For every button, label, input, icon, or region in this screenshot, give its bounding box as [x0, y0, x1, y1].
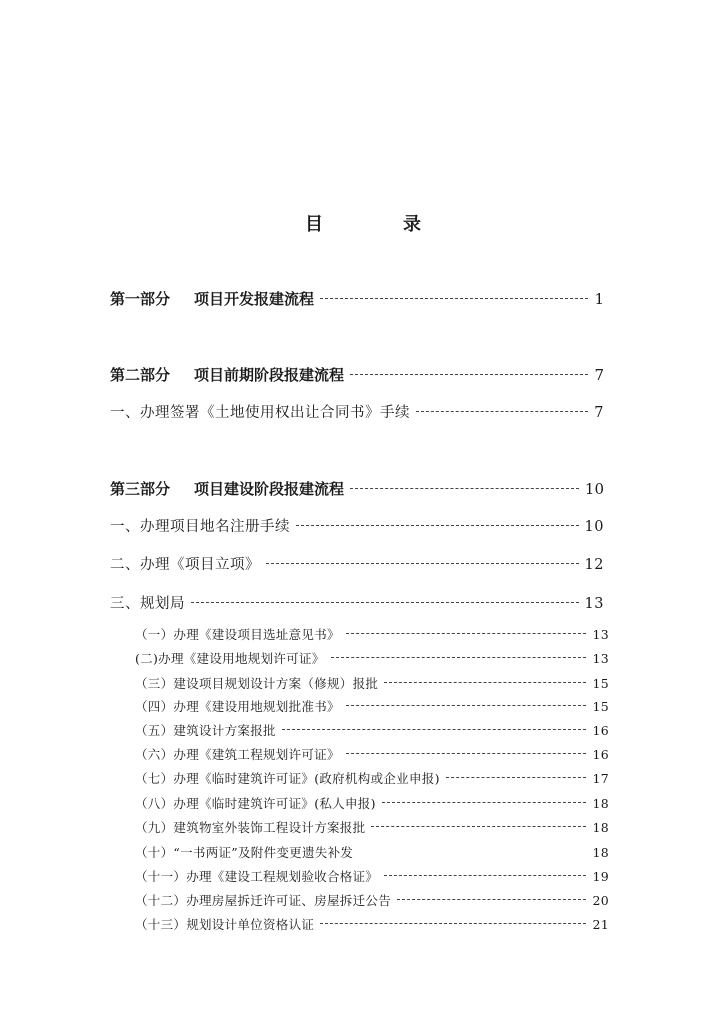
- page-number: 15: [592, 676, 609, 691]
- toc-subentry[interactable]: [135, 745, 609, 763]
- toc-title-char-2: 录: [403, 214, 421, 235]
- entry-label: 一、办理签署《土地使用权出让合同书》手续: [110, 405, 410, 421]
- toc-entry[interactable]: [110, 553, 604, 574]
- toc-part-3[interactable]: [110, 478, 604, 499]
- page-number: 18: [592, 796, 609, 811]
- page-number: 12: [584, 557, 604, 573]
- toc-subentry[interactable]: [135, 794, 609, 812]
- dot-leader: [266, 563, 579, 564]
- toc-entry[interactable]: [110, 515, 604, 536]
- page-number: 13: [592, 651, 609, 666]
- dot-leader: [282, 729, 587, 730]
- dot-leader: [384, 875, 586, 876]
- toc-subentry[interactable]: [135, 721, 609, 739]
- entry-label: （三）建设项目规划设计方案（修规）报批: [135, 676, 379, 691]
- entry-label: （一）办理《建设项目选址意见书》: [135, 627, 340, 642]
- toc-subentry[interactable]: [135, 915, 609, 933]
- toc-entry[interactable]: [110, 401, 604, 422]
- entry-label: （十二）办理房屋拆迁许可证、房屋拆迁公告: [135, 893, 392, 908]
- page-number: 20: [592, 893, 609, 908]
- page-number: 7: [594, 366, 604, 384]
- entry-label: （五）建筑设计方案报批: [135, 723, 276, 738]
- page-number: 21: [592, 917, 609, 932]
- page-number: 18: [592, 845, 609, 860]
- dot-leader: [382, 802, 587, 803]
- entry-label: （十一）办理《建设工程规划验收合格证》: [135, 869, 379, 884]
- page-number: 10: [584, 519, 604, 535]
- toc-subentry[interactable]: [135, 649, 609, 667]
- entry-label: （十三）规划设计单位资格认证: [135, 917, 315, 932]
- dot-leader: [384, 682, 586, 683]
- toc-subentry[interactable]: [135, 769, 609, 787]
- dot-leader: [331, 657, 587, 658]
- toc-part-2[interactable]: [110, 364, 604, 385]
- toc-title-char-1: 目: [305, 214, 323, 235]
- part-label: 第一部分 项目开发报建流程: [110, 290, 315, 308]
- entry-label: （九）建筑物室外装饰工程设计方案报批: [135, 820, 366, 835]
- toc-part-1[interactable]: [110, 288, 604, 309]
- page-number: 1: [594, 290, 604, 308]
- toc-title: [0, 210, 724, 236]
- entry-label: （七）办理《临时建筑许可证》(政府机构或企业申报): [135, 771, 440, 786]
- page-number: 7: [594, 405, 604, 421]
- dot-leader: [346, 633, 587, 634]
- dot-leader: [446, 777, 587, 778]
- entry-label: 二、办理《项目立项》: [110, 557, 260, 573]
- toc-subentry[interactable]: [135, 843, 609, 861]
- page-number: 17: [592, 771, 609, 786]
- entry-label: (二)办理《建设用地规划许可证》: [135, 651, 325, 666]
- entry-label: （十）“一书两证”及附件变更遗失补发: [135, 845, 354, 860]
- dot-leader: [416, 411, 588, 412]
- page-number: 19: [592, 869, 609, 884]
- dot-leader: [371, 826, 586, 827]
- entry-label: （八）办理《临时建筑许可证》(私人申报): [135, 796, 376, 811]
- page-number: 16: [592, 723, 609, 738]
- page-number: 13: [584, 596, 604, 612]
- part-label: 第二部分 项目前期阶段报建流程: [110, 366, 345, 384]
- dot-leader: [397, 899, 586, 900]
- page-number: 10: [584, 480, 604, 498]
- toc-entry[interactable]: [110, 592, 604, 613]
- page-number: 13: [592, 627, 609, 642]
- page-number: 16: [592, 747, 609, 762]
- toc-subentry[interactable]: [135, 818, 609, 836]
- entry-label: （四）办理《建设用地规划批准书》: [135, 699, 340, 714]
- toc-subentry[interactable]: [135, 697, 609, 715]
- dot-leader: [346, 753, 587, 754]
- dot-leader: [346, 705, 587, 706]
- dot-leader: [320, 923, 586, 924]
- dot-leader: [350, 374, 588, 375]
- dot-leader: [350, 488, 579, 489]
- page-number: 18: [592, 820, 609, 835]
- entry-label: （六）办理《建筑工程规划许可证》: [135, 747, 340, 762]
- toc-subentry[interactable]: [135, 891, 609, 909]
- page-number: 15: [592, 699, 609, 714]
- toc-subentry[interactable]: [135, 867, 609, 885]
- entry-label: 一、办理项目地名注册手续: [110, 519, 290, 535]
- dot-leader: [320, 298, 588, 299]
- dot-leader: [359, 851, 586, 852]
- dot-leader: [191, 602, 579, 603]
- part-label: 第三部分 项目建设阶段报建流程: [110, 480, 345, 498]
- dot-leader: [296, 525, 579, 526]
- entry-label: 三、规划局: [110, 596, 185, 612]
- toc-subentry[interactable]: [135, 625, 609, 643]
- toc-subentry[interactable]: [135, 674, 609, 692]
